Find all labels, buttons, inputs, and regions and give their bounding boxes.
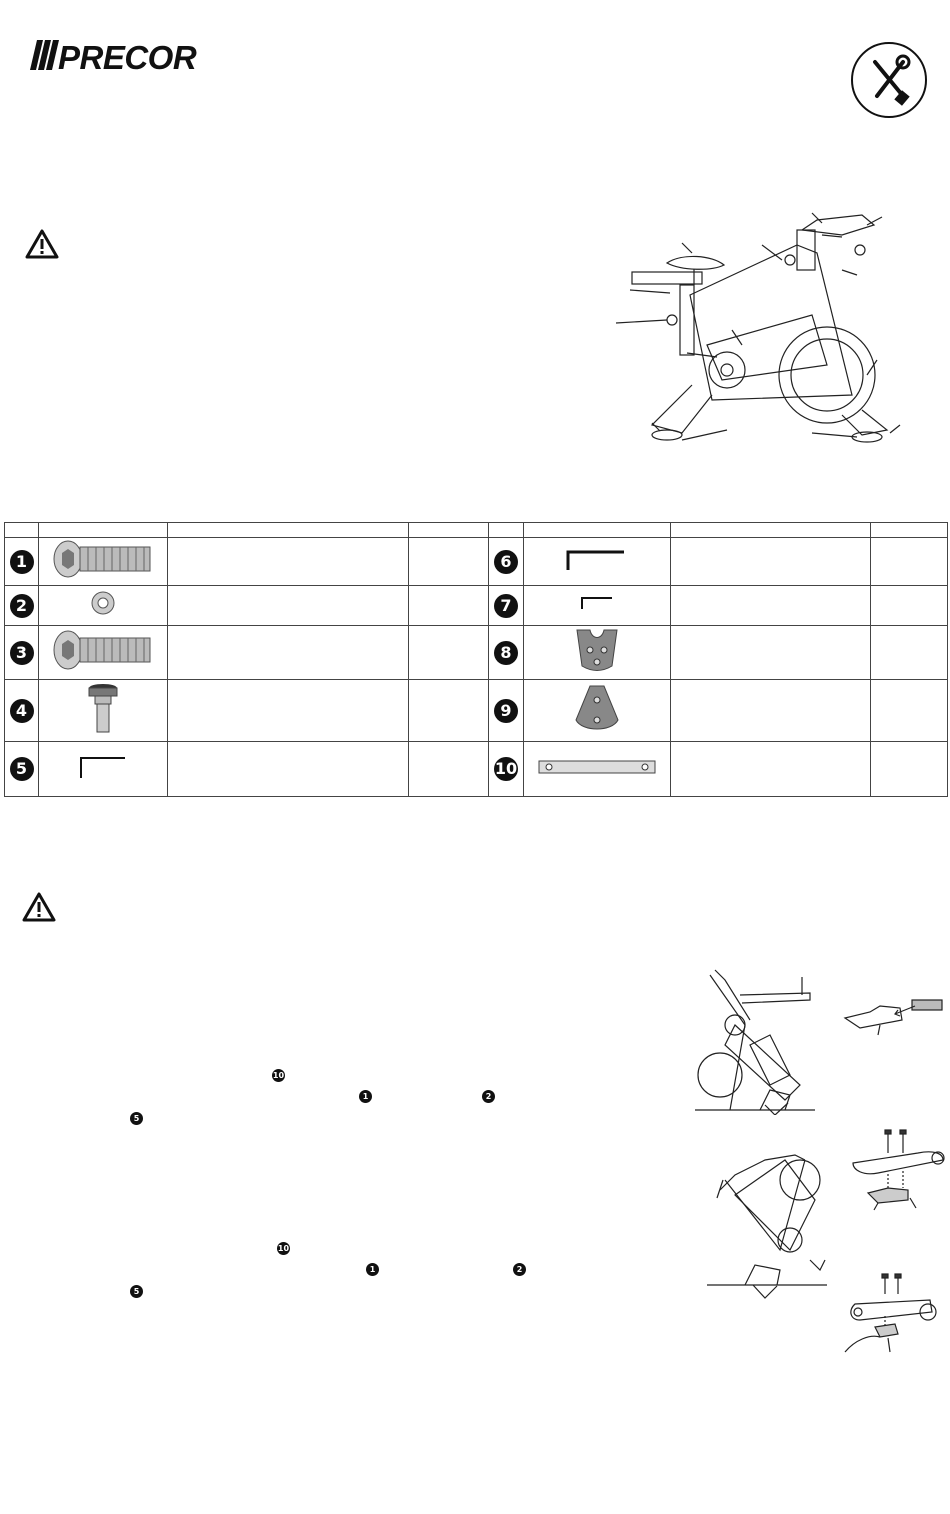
stabilizer-bolt-detail-illustration	[848, 1128, 948, 1213]
part-number-badge: 4	[10, 699, 34, 723]
rounded-bracket-image	[524, 680, 671, 742]
rear-stabilizer-detail-illustration	[840, 1272, 945, 1357]
part-number-badge: 8	[494, 641, 518, 665]
bike-overview-illustration	[612, 205, 912, 455]
parts-table	[4, 522, 948, 797]
logo-stripes	[30, 40, 59, 70]
ref-washer: 2	[482, 1090, 495, 1103]
warning-icon	[25, 229, 59, 259]
wrench-screwdriver-icon	[851, 42, 927, 118]
table-row	[5, 586, 948, 626]
ref-cap-screw: 1	[359, 1090, 372, 1103]
precor-logo	[24, 38, 199, 72]
part-number-badge: 6	[494, 550, 518, 574]
notched-bracket-image	[524, 626, 671, 680]
cap-screw-image	[39, 626, 168, 680]
spacer-bar-image	[524, 742, 671, 797]
part-number-badge: 5	[10, 757, 34, 781]
logo-text: PRECOR	[58, 39, 197, 72]
ref-spacer-bar: 10	[272, 1071, 285, 1080]
foot-detail-illustration	[840, 990, 945, 1040]
hex-key-large-image	[39, 742, 168, 797]
part-number-badge: 9	[494, 699, 518, 723]
part-number-badge: 10	[494, 757, 518, 781]
ref-spacer-bar: 10	[277, 1244, 290, 1253]
part-number-badge: 2	[10, 594, 34, 618]
warning-icon	[22, 892, 56, 922]
ref-hex-key: 5	[130, 1285, 143, 1298]
table-header-row	[5, 523, 948, 538]
part-number-badge: 1	[10, 550, 34, 574]
table-row	[5, 742, 948, 797]
shoulder-bolt-image	[39, 680, 168, 742]
bike-tilted-back-illustration	[705, 1140, 830, 1305]
ref-washer: 2	[513, 1263, 526, 1276]
ref-hex-key: 5	[130, 1112, 143, 1125]
table-row	[5, 626, 948, 680]
hex-key-small-image	[524, 586, 671, 626]
part-number-badge: 3	[10, 641, 34, 665]
cap-screw-long-image	[39, 538, 168, 586]
washer-image	[39, 586, 168, 626]
table-row	[5, 538, 948, 586]
part-number-badge: 7	[494, 594, 518, 618]
ref-cap-screw: 1	[366, 1263, 379, 1276]
hex-key-long-image	[524, 538, 671, 586]
bike-tilted-forward-illustration	[690, 965, 820, 1115]
table-row	[5, 680, 948, 742]
